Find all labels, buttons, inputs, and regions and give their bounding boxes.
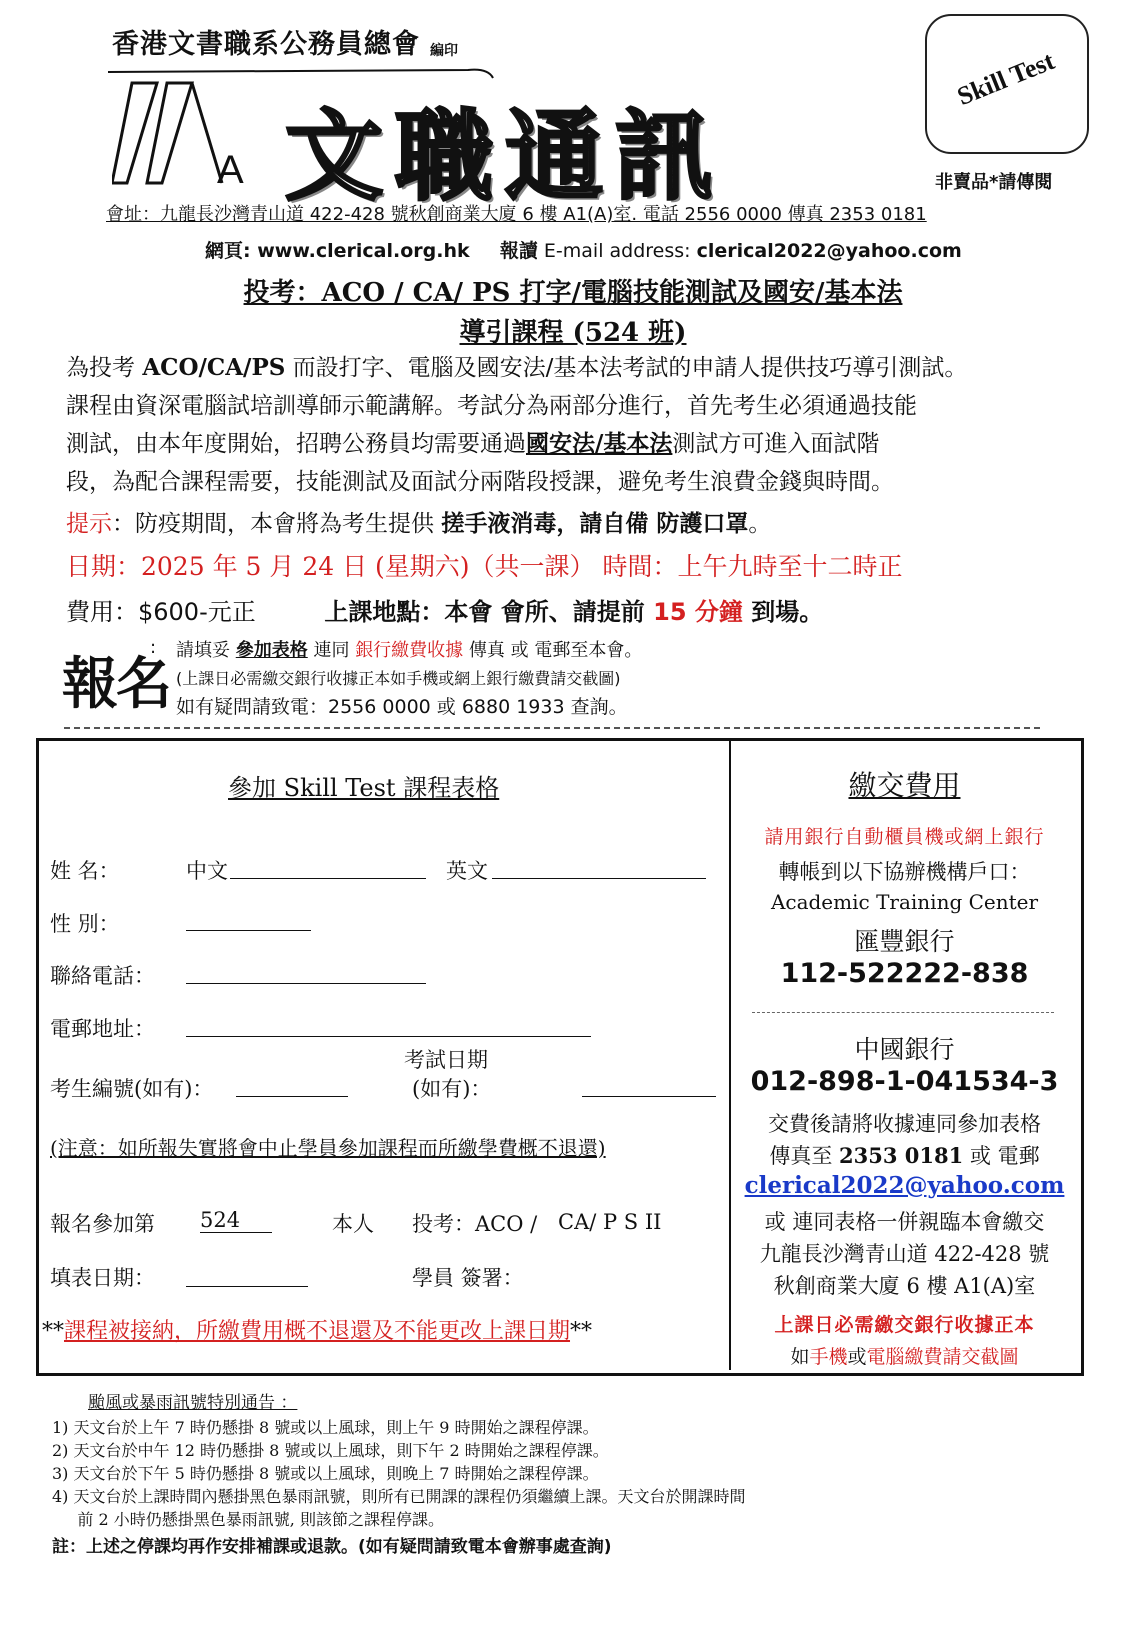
course-intro: 為投考 ACO/CA/PS 而設打字、電腦及國安法/基本法考試的申請人提供技巧導引測試。 課程由資深電腦試培訓導師示範講解。考試分為兩部分進行，首先考生必須通過技能 測試，由本年度開始，招聘公務員均需要通過國安法/基本法測試方可進入面試階 段，為配合課程需要，技能測試及面試分兩階段授課，避免考生浪費金錢與時間。 <box>66 354 968 495</box>
payment-after-2: 傳真至 2353 0181 或 電郵 <box>769 1143 1040 1168</box>
address-line: 會址：九龍長沙灣青山道 422-428 號秋創商業大廈 6 樓 A1(A)室. 電話 2556 0000 傳真 2353 0181 <box>106 204 927 225</box>
payment-after-3: 或 連同表格一併親臨本會繳交 <box>764 1210 1045 1234</box>
notice-item: 3) 天文台於下午 5 時仍懸掛 8 號或以上風球，則晚上 7 時開始之課程停課。 <box>52 1464 599 1483</box>
cut-line <box>64 727 1040 729</box>
fill-date-label: 填表日期： <box>50 1266 155 1290</box>
payment-address-2: 秋創商業大廈 6 樓 A1(A)室 <box>773 1274 1036 1298</box>
exam-no-field[interactable] <box>236 1096 348 1097</box>
signup-instructions: 請填妥 參加表格 連同 銀行繳費收據 傳真 或 電郵至本會。 (上課日必需繳交銀行收據正本如手機或網上銀行繳費請交截圖) 如有疑問請致電：2556 0000 或 6880 1933 查詢。 <box>176 640 643 718</box>
fill-date-field[interactable] <box>186 1286 308 1287</box>
apply-posts: CA/ P S II <box>558 1210 662 1234</box>
course-title: 投考：ACO / CA/ PS 打字/電腦技能測試及國安/基本法 <box>243 278 903 308</box>
publisher-note: 編印 <box>430 43 458 59</box>
payment-screenshot-note: 如手機或電腦繳費請交截圖 <box>790 1346 1019 1368</box>
payment-receipt-note: 上課日必需繳交銀行收據正本 <box>774 1314 1035 1336</box>
phone-label: 聯絡電話： <box>50 964 155 988</box>
skill-test-badge <box>925 14 1089 154</box>
date-time-line: 日期：2025 年 5 月 24 日 (星期六)（共一課） 時間：上午九時至十二時正 <box>66 552 903 581</box>
english-label: 英文 <box>446 859 488 883</box>
self-label: 本人 <box>332 1212 374 1236</box>
payment-org: Academic Training Center <box>770 890 1039 914</box>
form-title: 參加 Skill Test 課程表格 <box>228 774 500 802</box>
payment-instruction-2: 轉帳到以下協辦機構戶口： <box>778 860 1031 884</box>
name-label: 姓 名： <box>50 859 120 883</box>
notice-item: 2) 天文台於中午 12 時仍懸掛 8 號或以上風球，則下午 2 時開始之課程停課。 <box>52 1441 609 1460</box>
email-field[interactable] <box>186 1036 591 1037</box>
payment-after-1: 交費後請將收據連同參加表格 <box>768 1112 1041 1136</box>
email-link[interactable]: clerical2022@yahoo.com <box>696 240 962 262</box>
website-link[interactable]: www.clerical.org.hk <box>257 240 470 262</box>
signup-heading: 報名 <box>62 652 170 717</box>
payment-instruction-1: 請用銀行自動櫃員機或網上銀行 <box>764 826 1045 848</box>
course-subtitle: 導引課程 (524 班) <box>459 318 687 348</box>
sex-label: 性 別： <box>50 912 120 936</box>
enrol-label: 報名參加第 <box>50 1212 155 1236</box>
badge-text: Skill Test <box>953 46 1059 112</box>
web-contact-line <box>205 236 962 263</box>
typhoon-notice-list <box>52 1416 746 1531</box>
sex-field[interactable] <box>186 930 311 931</box>
english-name-field[interactable] <box>492 878 706 879</box>
notice-item: 前 2 小時仍懸掛黑色暴雨訊號, 則該節之課程停課。 <box>52 1510 444 1529</box>
web-label: 網頁: <box>205 240 258 262</box>
email-label: E-mail address: <box>537 240 697 262</box>
news-label: 報讀 <box>499 240 538 262</box>
exam-date-label: 考試日期 <box>404 1048 488 1072</box>
bank-2-account: 012-898-1-041534-3 <box>750 1066 1059 1097</box>
class-number: 524 <box>200 1208 272 1233</box>
footnote-summary: 註：上述之停課均再作安排補課或退款。(如有疑問請致電本會辦事處查詢) <box>52 1537 612 1557</box>
bank-2-name: 中國銀行 <box>854 1035 955 1064</box>
form-warning: **課程被接納，所繳費用概不退還及不能更改上課日期** <box>42 1319 593 1344</box>
form-divider <box>729 738 731 1370</box>
notice-item: 4) 天文台於上課時間內懸掛黑色暴雨訊號，則所有已開課的課程仍須繼續上課。天文台於開課時間 <box>52 1487 746 1506</box>
chinese-label: 中文 <box>186 859 228 883</box>
phone-field[interactable] <box>186 983 426 984</box>
signature-label: 學員 簽署： <box>412 1266 524 1290</box>
fee-venue-line: 費用：$600-元正 上課地點：本會 會所、請提前 15 分鐘 到場。 <box>66 598 824 626</box>
signup-colon: : <box>150 637 157 658</box>
newsletter-title: 文職通訊 <box>285 100 726 214</box>
association-name: 香港文書職系公務員總會 <box>112 29 420 60</box>
bank-1-name: 匯豐銀行 <box>854 927 955 956</box>
form-note: (注意：如所報失實將會中止學員參加課程而所繳學費概不退還) <box>50 1136 606 1160</box>
association-logo <box>112 78 262 188</box>
apply-label: 投考：ACO / <box>412 1212 538 1236</box>
payment-address-1: 九龍長沙灣青山道 422-428 號 <box>759 1242 1050 1266</box>
typhoon-notice-title: 颱風或暴雨訊號特別通告 ： <box>88 1393 298 1413</box>
exam-no-label: 考生編號(如有)： <box>50 1077 214 1101</box>
payment-title: 繳交費用 <box>848 769 961 802</box>
chinese-name-field[interactable] <box>230 878 426 879</box>
exam-date-field[interactable] <box>582 1096 716 1097</box>
header-swoosh <box>108 60 498 80</box>
not-for-sale: 非賣品*請傳閱 <box>935 172 1053 193</box>
payment-email-link[interactable]: clerical2022@yahoo.com <box>744 1172 1065 1199</box>
tip-line: 提示：防疫期間，本會將為考生提供 搓手液消毒，請自備 防護口罩。 <box>66 511 772 537</box>
svg-text:A: A <box>217 148 244 188</box>
bank-1-account: 112-522222-838 <box>780 958 1029 989</box>
exam-date-label-2: (如有)： <box>412 1077 492 1101</box>
notice-item: 1) 天文台於上午 7 時仍懸掛 8 號或以上風球，則上午 9 時開始之課程停課。 <box>52 1418 599 1437</box>
payment-separator <box>752 1012 1054 1013</box>
email-label: 電郵地址： <box>50 1017 155 1041</box>
